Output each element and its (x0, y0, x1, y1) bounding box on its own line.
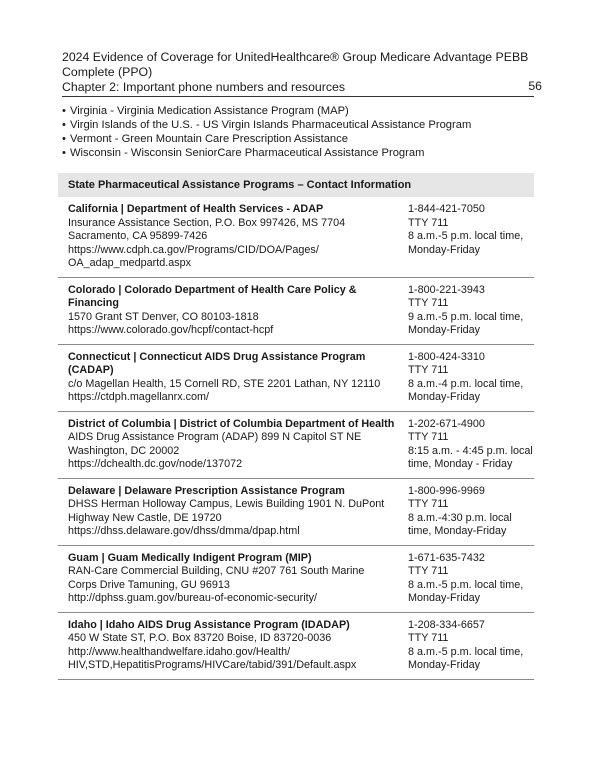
days: Monday-Friday (408, 592, 481, 604)
table-header: State Pharmaceutical Assistance Programs – Contact Information (58, 173, 534, 197)
org-website: https://dhss.delaware.gov/dhss/dmma/dpap.html (68, 525, 300, 537)
table-row-guam (58, 546, 534, 613)
days: time, Monday - Friday (408, 458, 513, 470)
org-address: 1570 Grant ST Denver, CO 80103-1818 (68, 310, 259, 323)
tty-number: TTY 711 (408, 216, 449, 229)
org-address: DHSS Herman Holloway Campus, Lewis Building 1901 N. DuPont (68, 498, 385, 510)
org-website: https://dchealth.dc.gov/node/137072 (68, 458, 243, 470)
org-address: AIDS Drug Assistance Program (ADAP) 899 N Capitol ST NE (68, 431, 362, 443)
org-address: Sacramento, CA 95899-7426 (68, 230, 208, 242)
tty-number: TTY 711 (408, 431, 449, 443)
bullet-item: • Virgin Islands of the U.S. - US Virgin Islands Pharmaceutical Assistance Program (62, 118, 542, 132)
tty-number: TTY 711 (408, 632, 449, 644)
org-website: OA_adap_medpartd.aspx (68, 257, 192, 269)
org-website: http://dphss.guam.gov/bureau-of-economic-security/ (68, 592, 318, 604)
days: time, Monday-Friday (408, 525, 507, 537)
org-address: Washington, DC 20002 (68, 444, 180, 457)
org-name: Colorado | Colorado Department of Health Care Policy & Financing (68, 283, 357, 309)
phone-number: 1-800-221-3943 (408, 283, 485, 296)
org-name: District of Columbia | District of Columbia Department of Health (68, 417, 395, 430)
org-address: Insurance Assistance Section, P.O. Box 997426, MS 7704 (68, 216, 346, 229)
org-website: HIV,STD,HepatitisPrograms/HIVCare/tabid/391/Default.aspx (68, 659, 357, 671)
hours: 8 a.m.-5 p.m. local time, (408, 578, 524, 591)
contact-table (58, 173, 534, 680)
org-address: 450 W State ST, P.O. Box 83720 Boise, ID 83720-0036 (68, 632, 332, 644)
table-row-connecticut (58, 345, 534, 412)
phone-number: 1-800-996-9969 (408, 484, 485, 497)
days: Monday-Friday (408, 324, 481, 336)
days: Monday-Friday (408, 243, 481, 256)
phone-number: 1-800-424-3310 (408, 350, 485, 363)
table-row-district-of-columbia (58, 412, 534, 479)
bullet-item: • Wisconsin - Wisconsin SeniorCare Pharmaceutical Assistance Program (62, 146, 542, 160)
hours: 8 a.m.-4 p.m. local time, (408, 377, 524, 390)
org-website: https://ctdph.magellanrx.com/ (68, 391, 210, 403)
tty-number: TTY 711 (408, 565, 449, 577)
tty-number: TTY 711 (408, 364, 449, 376)
org-address: RAN-Care Commercial Building, CNU #207 761 South Marine (68, 565, 365, 577)
hours: 8 a.m.-5 p.m. local time, (408, 645, 524, 658)
bullet-item: • Vermont - Green Mountain Care Prescription Assistance (62, 132, 542, 146)
org-name: Delaware | Delaware Prescription Assistance Program (68, 484, 345, 497)
table-row-california (58, 197, 534, 278)
hours: 8 a.m.-5 p.m. local time, (408, 230, 524, 242)
program-bullet-list (62, 104, 542, 160)
phone-number: 1-844-421-7050 (408, 203, 485, 215)
hours: 9 a.m.-5 p.m. local time, (408, 310, 524, 323)
org-name: Guam | Guam Medically Indigent Program (MIP) (68, 551, 312, 564)
org-address: Highway New Castle, DE 19720 (68, 511, 222, 524)
bullet-item: • Virginia - Virginia Medication Assistance Program (MAP) (62, 104, 542, 118)
document-title: 2024 Evidence of Coverage for UnitedHealthcare® Group Medicare Advantage PEBB Complete (PPO) (62, 50, 529, 79)
hours: 8:15 a.m. - 4:45 p.m. local (408, 444, 533, 457)
phone-number: 1-671-635-7432 (408, 551, 485, 564)
org-website: https://www.colorado.gov/hcpf/contact-hcpf (68, 324, 274, 336)
org-website: https://www.cdph.ca.gov/Programs/CID/DOA/Pages/ (68, 243, 319, 256)
days: Monday-Friday (408, 391, 481, 403)
table-row-delaware (58, 479, 534, 546)
org-name: California | Department of Health Services - ADAP (68, 203, 324, 215)
tty-number: TTY 711 (408, 297, 449, 309)
tty-number: TTY 711 (408, 498, 449, 510)
page-header (62, 50, 544, 95)
org-address: c/o Magellan Health, 15 Cornell RD, STE 2201 Lathan, NY 12110 (68, 377, 381, 390)
phone-number: 1-208-334-6657 (408, 618, 485, 631)
hours: 8 a.m.-4:30 p.m. local (408, 511, 512, 524)
table-row-idaho (58, 613, 534, 680)
org-name: Idaho | Idaho AIDS Drug Assistance Program (IDADAP) (68, 618, 350, 631)
org-name: Connecticut | Connecticut AIDS Drug Assistance Program (CADAP) (68, 350, 366, 376)
org-address: Corps Drive Tamuning, GU 96913 (68, 578, 230, 591)
org-website: http://www.healthandwelfare.idaho.gov/Health/ (68, 645, 291, 658)
chapter-title: Chapter 2: Important phone numbers and resources (62, 80, 345, 94)
table-row-colorado (58, 278, 534, 345)
header-divider (62, 96, 534, 97)
days: Monday-Friday (408, 659, 481, 671)
phone-number: 1-202-671-4900 (408, 417, 485, 430)
page-number: 56 (528, 79, 542, 93)
